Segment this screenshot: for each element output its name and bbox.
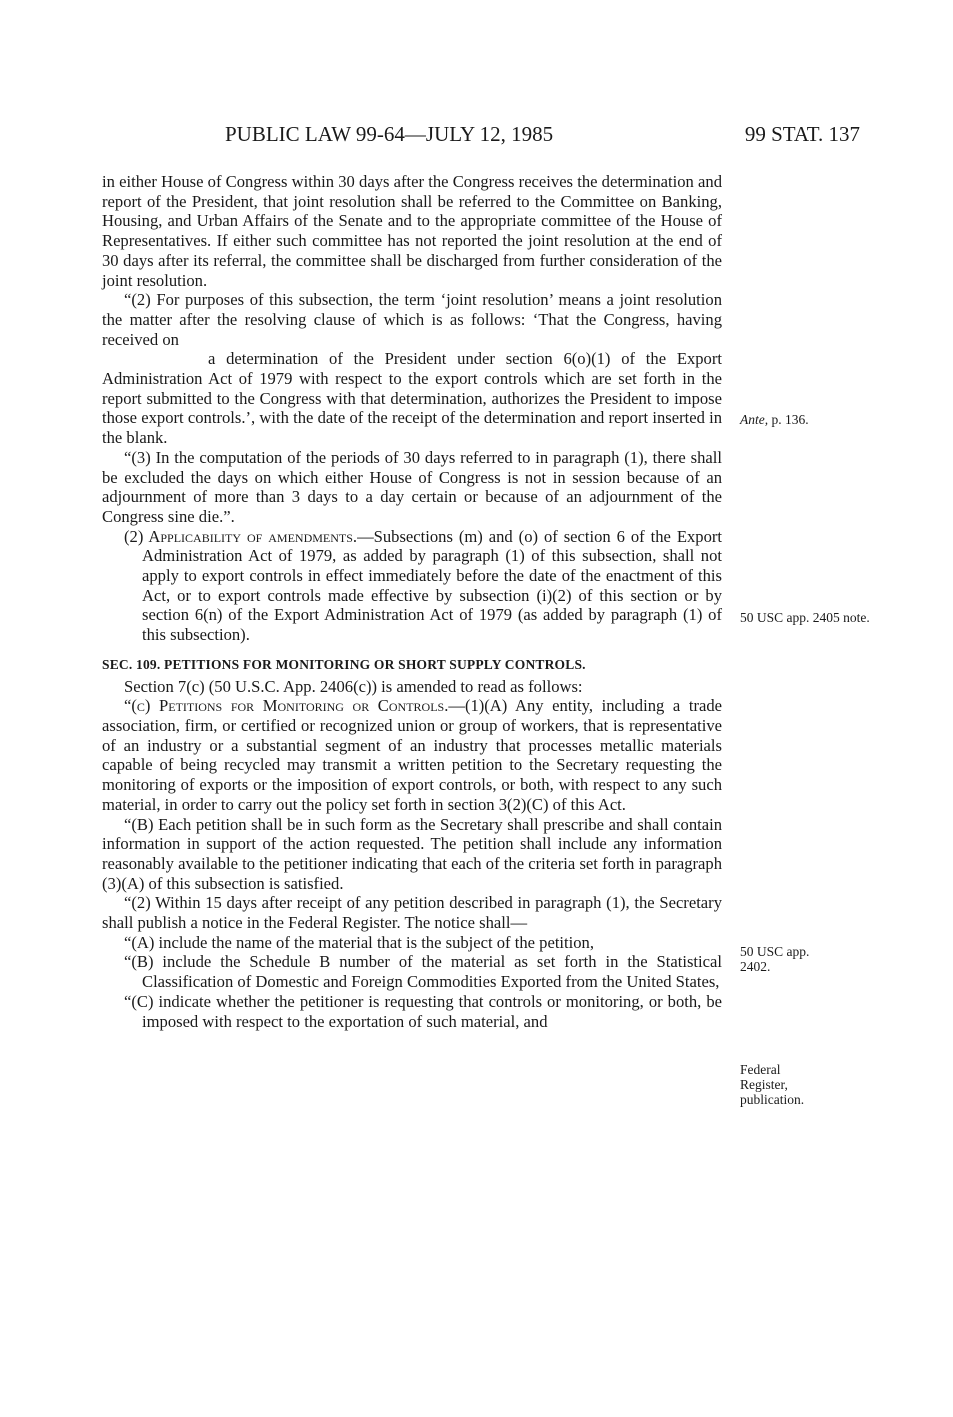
petitions-label: “(c) Petitions for Monitoring or Controls. — [124, 696, 449, 716]
paragraph-petition-form: “(B) Each petition shall be in such form as the Secretary shall prescribe and shall contain information in support of the action requested. The petition shall include any information reasonably available to the petitioner indicating that each of the criteria set forth in paragraph (3)(A) of this subsection is satisfied. — [102, 814, 722, 893]
margin-note-2405: 50 USC app. 2405 note. — [740, 610, 870, 625]
ante-page: p. 136. — [768, 412, 809, 427]
applicability-label: (2) Applicability of amendments. — [124, 526, 358, 546]
ante-italic: Ante, — [740, 412, 769, 427]
paragraph-notice: “(2) Within 15 days after receipt of any petition described in paragraph (1), the Secretary shall publish a notice in the Federal Register. The notice shall— — [102, 893, 722, 933]
paragraph-applicability — [124, 526, 723, 645]
margin-note-2402: 50 USC app. 2402. — [740, 944, 810, 974]
law-text — [102, 172, 722, 1031]
clause-b: “(B) include the Schedule B number of the material as set forth in the Statistical Classification of Domestic and Foreign Commodities Exported from the United States, — [124, 952, 722, 992]
margin-note-federal-register: Federal Register, publication. — [740, 1062, 805, 1107]
applicability-text: —Subsections (m) and (o) of section 6 of the Export Administration Act of 1979, as added by paragraph (1) of this subsection, shall not apply to export controls in effect immediately before the date of the enactment of this Act, or to export controls made effective by subsection (i)(2) of this section or by section 6(n) of the Export Administration Act of 1979 (as added by paragraph (1) of this subsection). — [142, 526, 723, 645]
petitions-text: —(1)(A) Any entity, including a trade association, firm, or certified or recognized union or group of workers, that is representative of an industry or a substantial segment of an industry that processes metallic materials capable of being recycled may transmit a written petition to the Secretary requesting the monitoring of exports or the imposition of export controls, or both, with respect to any such material, in order to carry out the policy set forth in section 3(2)(C) of this Act. — [102, 696, 722, 814]
page-header — [100, 118, 860, 148]
clause-c: “(C) indicate whether the petitioner is requesting that controls or monitoring, or both, be imposed with respect to the exportation of such material, and — [124, 991, 722, 1031]
paragraph-petitions — [102, 696, 722, 814]
statute-page-number: 99 STAT. 137 — [744, 122, 860, 146]
margin-note-ante — [740, 412, 880, 427]
paragraph-section-7c: Section 7(c) (50 U.S.C. App. 2406(c)) is amended to read as follows: — [124, 676, 583, 696]
section-heading: SEC. 109. PETITIONS FOR MONITORING OR SHORT SUPPLY CONTROLS. — [102, 656, 586, 672]
paragraph-3-computation: “(3) In the computation of the periods of 30 days referred to in paragraph (1), there shall be excluded the days on which either House of Congress is not in session because of an adjournment of more than 3 days to a day certain or because of an adjournment of the Congress sine die.”. — [102, 447, 722, 526]
clause-a: “(A) include the name of the material that is the subject of the petition, — [124, 932, 594, 952]
paragraph-2-definition: “(2) For purposes of this subsection, the term ‘joint resolution’ means a joint resolution the matter after the resolving clause of which is as follows: ‘That the Congress, having received on — [102, 290, 722, 349]
running-title: PUBLIC LAW 99-64—JULY 12, 1985 — [225, 122, 554, 146]
paragraph-continuation: in either House of Congress within 30 days after the Congress receives the determination and report of the President, that joint resolution shall be referred to the Committee on Banking, Housing, and Urban Affairs of the Senate and to the appropriate committee of the House of Representatives. If either such committee has not reported the joint resolution at the end of 30 days after its referral, the committee shall be discharged from further consideration of the joint resolution. — [102, 172, 722, 290]
paragraph-2-definition-cont: a determination of the President under section 6(o)(1) of the Export Administration Act of 1979 with respect to the export controls which are set forth in the report submitted to the Congress with that determination, authorizes the President to impose those export controls.’, with the date of the receipt of the determination and report inserted in the blank. — [102, 349, 722, 448]
